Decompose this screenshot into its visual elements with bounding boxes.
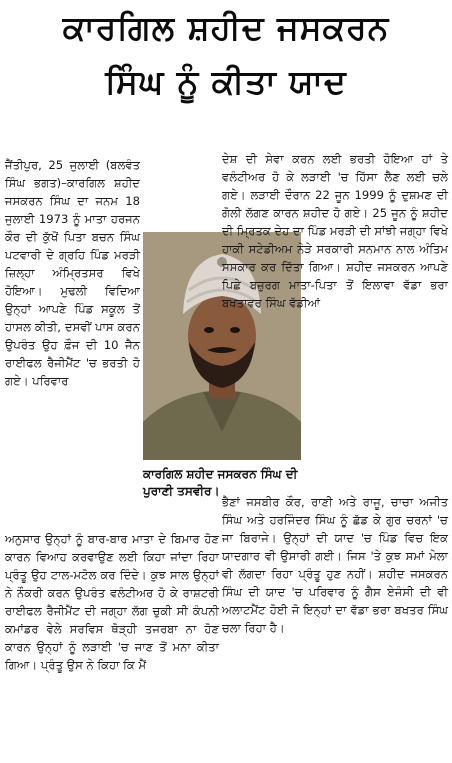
article-text: ਦੇਸ਼ ਦੀ ਸੇਵਾ ਕਰਨ ਲਈ ਭਰਤੀ ਹੋਇਆ ਹਾਂ ਤੇ ਵਲੰਟੀਅਰ ਹੋ ਕੇ ਲੜਾਈ 'ਚ ਹਿੱਸਾ ਲੈਣ ਲਈ ਚਲੇ ਗਏ। ਲੜਾਈ ਦੌਰਾਨ 22 ਜੂਨ 1999 ਨੂੰ ਦੁਸ਼ਮਣ ਦੀ ਗੋਲੀ ਲੱਗਣ ਕਾਰਨ ਸ਼ਹੀਦ ਹੋ ਗਏ। 25 ਜੂਨ ਨੂੰ ਸ਼ਹੀਦ ਦੀ ਮ੍ਰਿਤਕ ਦੇਹ ਦਾ ਪਿੰਡ ਮਰੜੀ ਦੀ ਸਾਂਝੀ ਜਗ੍ਹਾ ਵਿਖੇ ਹਾਕੀ ਸਟੇਡੀਅਮ ਨੇੜੇ ਸਰਕਾਰੀ ਸਨਮਾਨ ਨਾਲ ਅੰਤਿਮ ਸਸਕਾਰ ਕਰ ਦਿੱਤਾ ਗਿਆ। ਸ਼ਹੀਦ ਜਸਕਰਨ ਆਪਣੇ ਪਿਛੇ ਬਜ਼ੁਰਗ ਮਾਤਾ-ਪਿਤਾ ਤੋਂ ਇਲਾਵਾ ਵੱਡਾ ਭਰਾ ਬਖਤਾਵਰ ਸਿੰਘ ਵੱਡੀਆਂ [222,152,448,310]
article-column-right-bottom [222,493,448,637]
article-column-left-top [5,156,140,390]
article-text: ਭੈਣਾਂ ਜਸਬੀਰ ਕੌਰ, ਰਾਣੀ ਅਤੇ ਰਾਜੂ, ਚਾਚਾ ਅਜੀਤ ਸਿੰਘ ਅਤੇ ਹਰਜਿੰਦਰ ਸਿੰਘ ਨੂੰ ਛੱਡ ਕੇ ਗੁਰ ਚਰਨਾਂ 'ਚ ਜਾ ਬਿਰਾਜੇ। ਉਨ੍ਹਾਂ ਦੀ ਯਾਦ 'ਚ ਪਿੰਡ ਵਿਚ ਇਕ ਯਾਦਗਾਰ ਵੀ ਉਸਾਰੀ ਗਈ। ਜਿਸ 'ਤੇ ਕੁਝ ਸਮਾਂ ਮੇਲਾ ਵੀ ਲੱਗਦਾ ਰਿਹਾ ਪ੍ਰੰਤੂ ਹੁਣ ਨਹੀਂ। ਸ਼ਹੀਦ ਜਸਕਰਨ ਸਿੰਘ ਦੀ ਯਾਦ 'ਚ ਪਰਿਵਾਰ ਨੂੰ ਗੈਸ ਏਜੰਸੀ ਦੀ ਵੀ ਅਲਾਟਮੈਂਟ ਹੋਈ ਜੋ ਇਨ੍ਹਾਂ ਦਾ ਵੱਡਾ ਭਰਾ ਬਖਤਰ ਸਿੰਘ ਚਲਾ ਰਿਹਾ ਹੈ। [222,495,448,635]
article-text: ਅਨੁਸਾਰ ਉਨ੍ਹਾਂ ਨੂੰ ਬਾਰ-ਬਾਰ ਮਾਤਾ ਦੇ ਬਿਮਾਰ ਹੋਣ ਕਾਰਨ ਵਿਆਹ ਕਰਵਾਉਣ ਲਈ ਕਿਹਾ ਜਾਂਦਾ ਰਿਹਾ ਪ੍ਰੰਤੂ ਉਹ ਟਾਲ-ਮਟੋਲ ਕਰ ਦਿੰਦੇ। ਕੁਝ ਸਾਲ ਉਨ੍ਹਾਂ ਨੇ ਨੌਕਰੀ ਕਰਨ ਉਪਰੰਤ ਵਲੰਟੀਅਰ ਹੋ ਕੇ ਰਾਸ਼ਟਰੀ ਰਾਈਫਲ ਰੈਜੀਮੈਂਟ ਦੀ ਜਗ੍ਹਾ ਲੱਗ ਚੁਕੀ ਸੀ ਕੰਪਨੀ ਕਮਾਂਡਰ ਵੇਲੇ ਸਰਵਿਸ ਥੋੜ੍ਹੀ ਤਜਰਬਾ ਨਾ ਹੋਣ ਕਾਰਨ ਉਨ੍ਹਾਂ ਨੂੰ ਲੜਾਈ 'ਚ ਜਾਣ ਤੋਂ ਮਨਾ ਕੀਤਾ ਗਿਆ। ਪ੍ਰੰਤੂ ਉਸ ਨੇ ਕਿਹਾ ਕਿ ਮੈਂ [5,532,219,672]
headline-line-2: ਸਿੰਘ ਨੂੰ ਕੀਤਾ ਯਾਦ [105,62,347,101]
article-column-bottom-left [5,530,219,674]
photo-caption: ਕਾਰਗਿਲ ਸ਼ਹੀਦ ਜਸਕਰਨ ਸਿੰਘ ਦੀ ਪੁਰਾਣੀ ਤਸਵੀਰ। [143,467,298,498]
headline-line-1: ਕਾਰਗਿਲ ਸ਼ਹੀਦ ਜਸਕਰਨ [62,8,390,47]
article-text: ਜੈਂਤੀਪੁਰ, 25 ਜੁਲਾਈ (ਬਲਵੰਤ ਸਿੰਘ ਭਗਤ)–ਕਾਰਗਿਲ ਸ਼ਹੀਦ ਜਸਕਰਨ ਸਿੰਘ ਦਾ ਜਨਮ 18 ਜੁਲਾਈ 1973 ਨੂੰ ਮਾਤਾ ਹਰਜਨ ਕੌਰ ਦੀ ਕੁੱਖੋਂ ਪਿਤਾ ਬਚਨ ਸਿੰਘ ਪਟਵਾਰੀ ਦੇ ਗ੍ਰਹਿ ਪਿੰਡ ਮਰੜੀ ਜ਼ਿਲ੍ਹਾ ਅੰਮ੍ਰਿਤਸਰ ਵਿਖੇ ਹੋਇਆ। ਮੁਢਲੀ ਵਿਦਿਆ ਉਨ੍ਹਾਂ ਆਪਣੇ ਪਿੰਡ ਸਕੂਲ ਤੋਂ ਹਾਸਲ ਕੀਤੀ, ਦਸਵੀਂ ਪਾਸ ਕਰਨ ਉਪਰੰਤ ਉਹ ਫ਼ੌਜ ਦੀ 10 ਜੈਨ ਰਾਈਫਲ ਰੈਜੀਮੈਂਟ 'ਚ ਭਰਤੀ ਹੋ ਗਏ। ਪਰਿਵਾਰ [5,158,140,388]
article-column-right-top [222,150,448,312]
